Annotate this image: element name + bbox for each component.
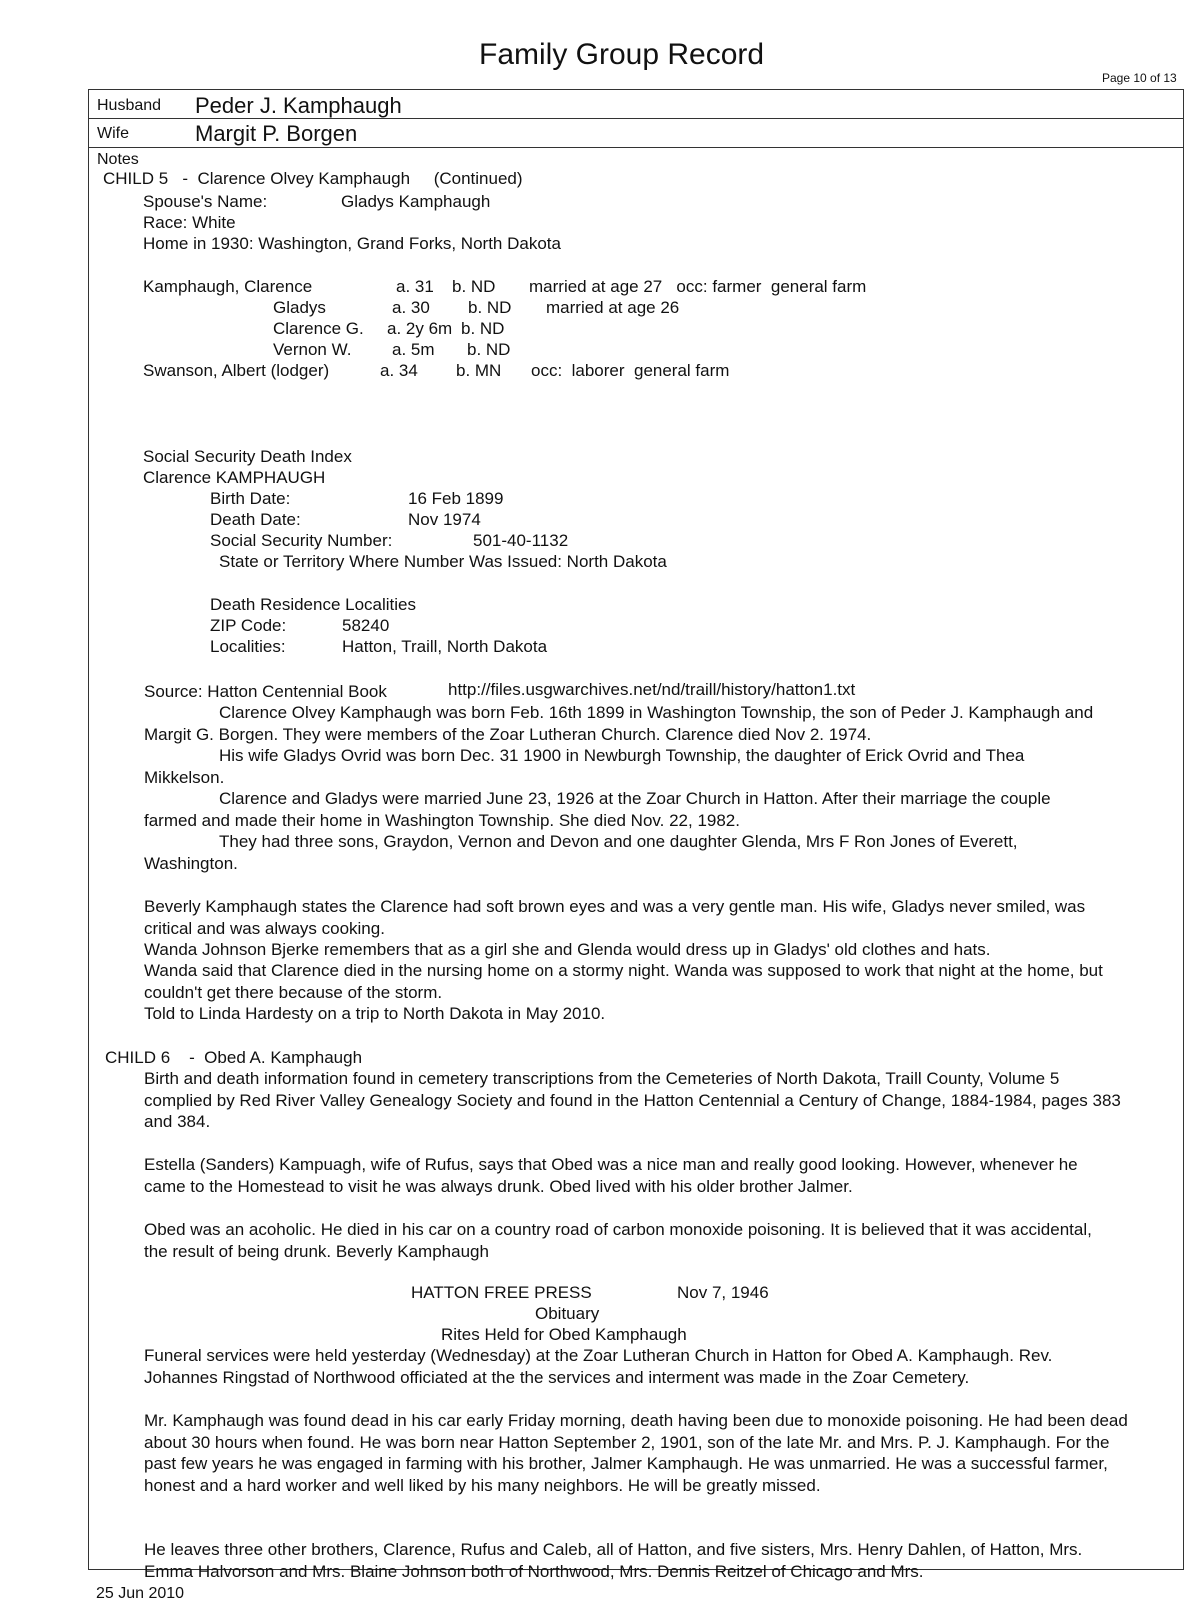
birth-label: Birth Date: [210,489,291,508]
wife-name: Margit P. Borgen [195,121,358,146]
death-residence-title: Death Residence Localities [210,595,417,614]
ssn-value: 501-40-1132 [473,531,569,550]
census-name: Clarence G. [273,319,364,338]
bio-paragraph: Clarence Olvey Kamphaugh was born Feb. 16th 1899 in Washington Township, the son of Peder J. Kamphaugh and Margit G. Borgen. They were members of the Zoar Lutheran Church. Clarence died Nov 2. 1974. [144,703,1094,744]
zip-value: 58240 [342,616,390,635]
child5-heading: CHILD 5 - Clarence Olvey Kamphaugh (Continued) [103,169,523,188]
census-name: Kamphaugh, Clarence [143,277,313,296]
census-age: a. 30 [392,298,430,317]
ssn-label: Social Security Number: [210,531,393,550]
home-1930: Home in 1930: Washington, Grand Forks, North Dakota [143,234,561,253]
newspaper-date: Nov 7, 1946 [677,1283,769,1302]
ssdi-title: Social Security Death Index [143,447,352,466]
census-age: a. 5m [392,340,435,359]
source-label: Source: Hatton Centennial Book [144,682,387,701]
memory-paragraph: Wanda Johnson Bjerke remembers that as a girl she and Glenda would dress up in Gladys' old clothes and hats. [144,940,991,959]
census-born: b. ND [467,340,511,359]
header-divider-top [88,89,1184,90]
husband-name: Peder J. Kamphaugh [195,93,402,118]
race: Race: White [143,213,236,232]
wife-label: Wife [97,125,129,142]
census-born: b. ND [452,277,496,296]
state-issued: State or Territory Where Number Was Issued: North Dakota [219,552,667,571]
ssdi-name: Clarence KAMPHAUGH [143,468,326,487]
death-value: Nov 1974 [408,510,481,529]
census-extra: married at age 27 occ: farmer general farm [529,277,867,296]
header-divider-wife [88,147,1184,148]
frame-left-border [88,89,89,1569]
notes-label: Notes [97,151,139,168]
census-born: b. ND [461,319,505,338]
memory-paragraph: Beverly Kamphaugh states the Clarence had soft brown eyes and was a very gentle man. His wife, Gladys never smiled, was critical and was always cooking. [144,897,1086,938]
census-born: b. MN [456,361,502,380]
page-number: Page 10 of 13 [1102,71,1177,85]
child6-paragraph: Birth and death information found in cemetery transcriptions from the Cemeteries of North Dakota, Traill County, Volume 5 complied by Red River Valley Genealogy Society and found in the Hatton Centennial a Century of Change, 1884-1984, pages 383 and 384. [144,1069,1121,1131]
husband-label: Husband [97,97,162,114]
spouse-value: Gladys Kamphaugh [341,192,491,211]
census-age: a. 34 [380,361,418,380]
localities-value: Hatton, Traill, North Dakota [342,637,548,656]
census-extra: occ: laborer general farm [531,361,730,380]
census-born: b. ND [468,298,512,317]
obituary-paragraph: He leaves three other brothers, Clarence, Rufus and Caleb, all of Hatton, and five sisters, Mrs. Henry Dahlen, of Hatton, Mrs. Emma Halvorson and Mrs. Blaine Johnson both of Northwood, Mrs. Dennis Reitzel of Chicago and Mrs. [144,1540,1083,1581]
death-label: Death Date: [210,510,301,529]
obituary-title: Rites Held for Obed Kamphaugh [441,1325,687,1344]
census-name: Swanson, Albert (lodger) [143,361,330,380]
obituary-paragraph: Mr. Kamphaugh was found dead in his car early Friday morning, death having been due to monoxide poisoning. He had been dead about 30 hours when found. He was born near Hatton September 2, 1901, son of the late Mr. and Mrs. P. J. Kamphaugh. For the past few years he was engaged in farming with his brother, Jalmer Kamphaugh. He was unmarried. He was a successful farmer, honest and a hard worker and well liked by his many neighbors. He will be greatly missed. [144,1411,1128,1495]
bio-paragraph: His wife Gladys Ovrid was born Dec. 31 1900 in Newburgh Township, the daughter of Erick Ovrid and Thea Mikkelson. [144,746,1025,787]
memory-paragraph: Wanda said that Clarence died in the nursing home on a stormy night. Wanda was supposed to work that night at the home, but couldn't get there because of the storm. [144,961,1103,1002]
census-age: a. 2y 6m [387,319,453,338]
bio-paragraph: They had three sons, Graydon, Vernon and Devon and one daughter Glenda, Mrs F Ron Jones of Everett, Washington. [144,832,1018,873]
census-name: Gladys [273,298,326,317]
source-url: http://files.usgwarchives.net/nd/traill/history/hatton1.txt [448,680,856,699]
census-age: a. 31 [396,277,434,296]
zip-label: ZIP Code: [210,616,287,635]
memory-paragraph: Told to Linda Hardesty on a trip to North Dakota in May 2010. [144,1004,606,1023]
census-name: Vernon W. [273,340,352,359]
newspaper-name: HATTON FREE PRESS [411,1283,592,1302]
birth-value: 16 Feb 1899 [408,489,504,508]
footer-date: 25 Jun 2010 [96,1585,185,1602]
child6-paragraph: Obed was an acoholic. He died in his car on a country road of carbon monoxide poisoning. It is believed that it was accidental, the result of being drunk. Beverly Kamphaugh [144,1220,1092,1261]
bio-paragraph: Clarence and Gladys were married June 23, 1926 at the Zoar Church in Hatton. After their marriage the couple farmed and made their home in Washington Township. She died Nov. 22, 1982. [144,789,1051,830]
child6-heading: CHILD 6 - Obed A. Kamphaugh [105,1048,363,1067]
page-title: Family Group Record [479,38,765,71]
census-extra: married at age 26 [546,298,680,317]
obituary-paragraph: Funeral services were held yesterday (Wednesday) at the Zoar Lutheran Church in Hatton for Obed A. Kamphaugh. Rev. Johannes Ringstad of Northwood officiated at the the services and interment was made in the Zoar Cemetery. [144,1346,1053,1387]
obituary-label: Obituary [535,1304,600,1323]
localities-label: Localities: [210,637,286,656]
spouse-label: Spouse's Name: [143,192,268,211]
child6-paragraph: Estella (Sanders) Kampuagh, wife of Rufus, says that Obed was a nice man and really good looking. However, whenever he came to the Homestead to visit he was always drunk. Obed lived with his older brother Jalmer. [144,1155,1078,1196]
